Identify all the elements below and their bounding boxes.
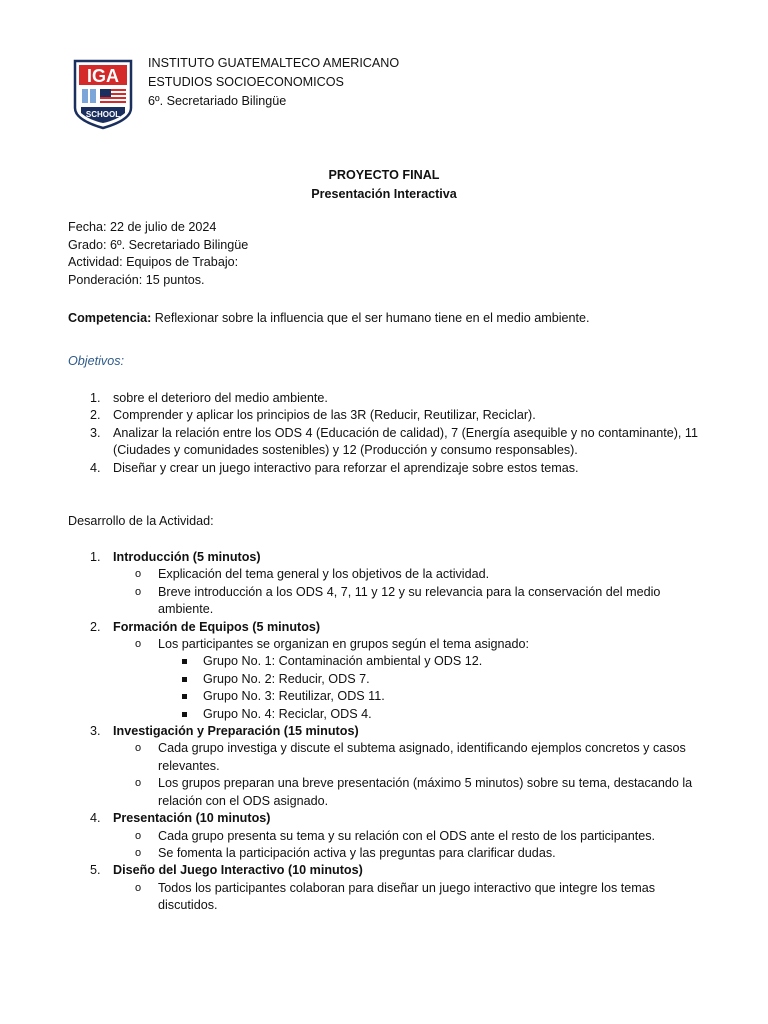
objetivo-number: 2. bbox=[90, 408, 101, 423]
step-title: Presentación (10 minutos) bbox=[113, 811, 271, 826]
info-actividad: Actividad: Equipos de Trabajo: bbox=[68, 255, 239, 269]
objetivo-text: sobre el deterioro del medio ambiente. bbox=[113, 391, 328, 405]
step-sub-text: Breve introducción a los ODS 4, 7, 11 y 12 y su relevancia para la conservación del medio ambiente. bbox=[158, 584, 661, 617]
step-sub-text: Cada grupo presenta su tema y su relación con el ODS ante el resto de los participantes. bbox=[158, 828, 656, 843]
institution-header bbox=[148, 55, 399, 112]
step-sub-list bbox=[113, 740, 708, 810]
step-sub-item bbox=[113, 566, 708, 583]
step-sub-list bbox=[113, 566, 708, 618]
group-item bbox=[158, 653, 708, 670]
step-title: Introducción (5 minutos) bbox=[113, 550, 261, 564]
document-title-block bbox=[0, 167, 768, 205]
step-sub-text: Todos los participantes colaboran para diseñar un juego interactivo que integre los temas discutidos. bbox=[158, 880, 656, 913]
step-sub-item bbox=[113, 775, 708, 810]
objetivos-heading: Objetivos: bbox=[68, 354, 124, 368]
step-sub-text: Cada grupo investiga y discute el subtema asignado, identificando ejemplos concretos y casos relevantes. bbox=[158, 741, 686, 773]
us-flag-icon bbox=[100, 89, 126, 103]
group-item bbox=[158, 706, 708, 723]
circle-bullet-icon: o bbox=[135, 638, 142, 651]
step-sub-text: Se fomenta la participación activa y las preguntas para clarificar dudas. bbox=[158, 845, 556, 860]
institution-name: INSTITUTO GUATEMALTECO AMERICANO bbox=[148, 56, 400, 70]
objetivos-list bbox=[68, 390, 708, 477]
objetivo-text: Analizar la relación entre los ODS 4 (Educación de calidad), 7 (Energía asequible y no contaminante), 11 (Ciudades y comunidades sostenibles) y 12 (Producción y consumo responsables). bbox=[113, 425, 699, 458]
square-bullet-icon bbox=[182, 712, 187, 717]
step-number: 3. bbox=[90, 724, 101, 739]
competencia-text: Reflexionar sobre la influencia que el ser humano tiene en el medio ambiente. bbox=[151, 311, 590, 325]
step-item bbox=[68, 619, 708, 723]
objetivo-item bbox=[68, 425, 708, 460]
logo-text-bottom: SCHOOL bbox=[85, 110, 121, 119]
step-title: Investigación y Preparación (15 minutos) bbox=[113, 724, 359, 739]
objetivo-number: 4. bbox=[90, 460, 101, 475]
group-text: Grupo No. 2: Reducir, ODS 7. bbox=[203, 671, 370, 686]
square-bullet-icon bbox=[182, 694, 187, 699]
step-title: Diseño del Juego Interactivo (10 minutos) bbox=[113, 863, 363, 878]
step-number: 2. bbox=[90, 619, 101, 634]
step-item bbox=[68, 810, 708, 862]
step-sub-item bbox=[113, 584, 708, 619]
circle-bullet-icon: o bbox=[135, 829, 142, 842]
objetivo-number: 3. bbox=[90, 425, 101, 440]
circle-bullet-icon: o bbox=[135, 585, 142, 598]
step-number: 5. bbox=[90, 863, 101, 878]
step-sub-item bbox=[113, 880, 708, 915]
step-sub-text: Los participantes se organizan en grupos según el tema asignado: bbox=[158, 637, 530, 652]
desarrollo-steps-list bbox=[68, 549, 708, 915]
info-ponderacion: Ponderación: 15 puntos. bbox=[68, 272, 205, 287]
info-fecha: Fecha: 22 de julio de 2024 bbox=[68, 220, 217, 234]
square-bullet-icon bbox=[182, 677, 187, 682]
step-sub-text: Los grupos preparan una breve presentación (máximo 5 minutos) sobre su tema, destacando la relación con el ODS asignado. bbox=[158, 776, 693, 808]
step-sub-item bbox=[113, 845, 708, 862]
circle-bullet-icon: o bbox=[135, 568, 142, 581]
step-item bbox=[68, 862, 708, 914]
step-sub-text: Explicación del tema general y los objetivos de la actividad. bbox=[158, 567, 490, 582]
activity-info bbox=[68, 219, 248, 289]
circle-bullet-icon: o bbox=[135, 742, 142, 755]
group-text: Grupo No. 3: Reutilizar, ODS 11. bbox=[203, 689, 385, 704]
objetivo-text: Comprender y aplicar los principios de las 3R (Reducir, Reutilizar, Reciclar). bbox=[113, 408, 536, 423]
circle-bullet-icon: o bbox=[135, 846, 142, 859]
circle-bullet-icon: o bbox=[135, 881, 142, 894]
info-grado: Grado: 6º. Secretariado Bilingüe bbox=[68, 237, 249, 252]
desarrollo-heading: Desarrollo de la Actividad: bbox=[68, 514, 214, 528]
step-sub-item bbox=[113, 740, 708, 775]
group-text: Grupo No. 1: Contaminación ambiental y ODS 12. bbox=[203, 654, 483, 669]
document-title: PROYECTO FINAL bbox=[328, 168, 440, 182]
objetivo-item bbox=[68, 407, 708, 424]
step-sub-list bbox=[113, 636, 708, 723]
step-item bbox=[68, 723, 708, 810]
competencia-paragraph bbox=[68, 310, 590, 327]
grade-name: 6º. Secretariado Bilingüe bbox=[148, 94, 287, 108]
objetivo-item bbox=[68, 390, 708, 407]
step-sub-item bbox=[113, 636, 708, 723]
document-subtitle: Presentación Interactiva bbox=[311, 187, 457, 201]
competencia-label: Competencia: bbox=[68, 311, 152, 325]
step-sub-item bbox=[113, 828, 708, 845]
circle-bullet-icon: o bbox=[135, 777, 142, 790]
step-number: 4. bbox=[90, 811, 101, 826]
objetivo-text: Diseñar y crear un juego interactivo para reforzar el aprendizaje sobre estos temas. bbox=[113, 460, 579, 475]
iga-school-logo bbox=[72, 58, 134, 130]
group-list bbox=[158, 653, 708, 723]
objetivo-number: 1. bbox=[90, 391, 101, 405]
step-item bbox=[68, 549, 708, 619]
logo-text-top: IGA bbox=[86, 66, 120, 86]
group-item bbox=[158, 671, 708, 688]
step-number: 1. bbox=[90, 550, 101, 564]
step-sub-list bbox=[113, 880, 708, 915]
objetivo-item bbox=[68, 460, 708, 477]
group-item bbox=[158, 688, 708, 705]
department-name: ESTUDIOS SOCIOECONOMICOS bbox=[148, 75, 344, 89]
square-bullet-icon bbox=[182, 659, 187, 664]
group-text: Grupo No. 4: Reciclar, ODS 4. bbox=[203, 706, 372, 721]
step-title: Formación de Equipos (5 minutos) bbox=[113, 619, 321, 634]
step-sub-list bbox=[113, 828, 708, 863]
